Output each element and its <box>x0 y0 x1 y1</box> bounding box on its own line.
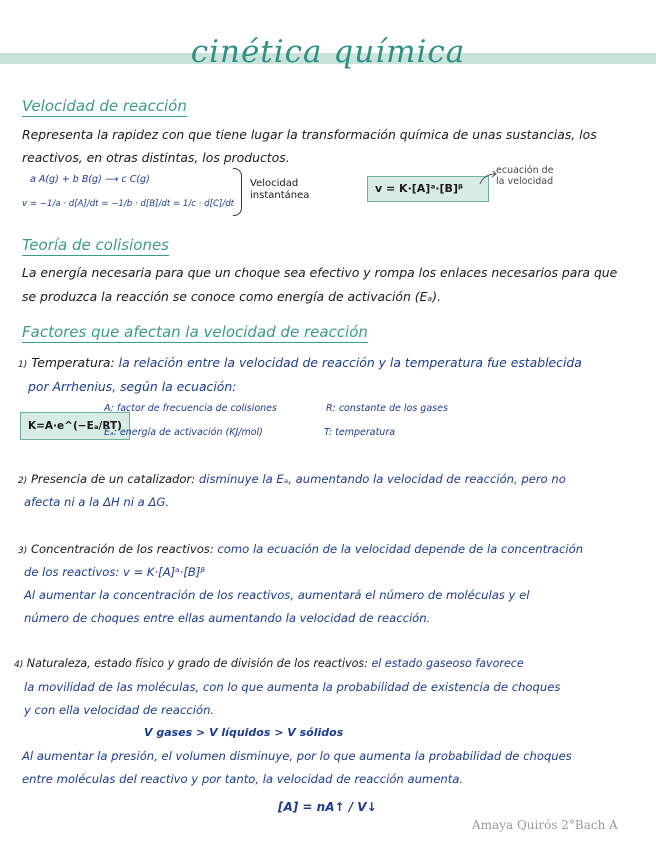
factor-naturaleza-line-3: y con ella velocidad de reacción. <box>24 703 215 717</box>
heading-underline <box>22 255 169 256</box>
factor-title: Concentración de los reactivos: <box>30 542 214 556</box>
brace-label <box>250 178 309 202</box>
colisiones-line-2: se produzca la reacción se conoce como energía de activación (Eₐ). <box>22 289 442 304</box>
factor-catalizador <box>18 468 566 493</box>
author-signature: Amaya Quirós 2°Bach A <box>472 818 618 832</box>
rate-law-note <box>496 165 554 187</box>
legend-A: A: factor de frecuencia de colisiones <box>104 403 277 414</box>
factor-naturaleza-line-4: Al aumentar la presión, el volumen disminuye, por lo que aumenta la probabilidad de choques <box>22 749 572 763</box>
heading-underline <box>22 116 187 117</box>
velocidad-line-2: reactivos, en otras distintas, los productos. <box>22 150 290 165</box>
heading-underline <box>22 342 368 343</box>
factor-catalizador-line-2: afecta ni a la ΔH ni a ΔG. <box>24 495 170 509</box>
factor-concentracion-line-4: número de choques entre ellas aumentando la velocidad de reacción. <box>24 611 431 625</box>
factor-naturaleza <box>14 652 524 677</box>
curly-brace <box>233 168 242 216</box>
factor-text: el estado gaseoso favorece <box>371 657 524 670</box>
factor-number: 2) <box>18 476 28 486</box>
factor-temperatura <box>18 351 582 377</box>
section-heading-colisiones-text: Teoría de colisiones <box>22 236 169 254</box>
factor-naturaleza-line-5: entre moléculas del reactivo y por tanto, la velocidad de reacción aumenta. <box>22 772 464 786</box>
factor-concentracion-line-2: de los reactivos: v = K·[A]ᵃ·[B]ᵝ <box>24 565 206 579</box>
section-heading-colisiones <box>22 236 169 256</box>
factor-text: disminuye la Eₐ, aumentando la velocidad de reacción, pero no <box>198 472 566 486</box>
factor-concentracion <box>18 538 583 563</box>
brace-label-line-2: instantánea <box>250 190 310 201</box>
legend-T: T: temperatura <box>324 427 396 438</box>
factor-text: como la ecuación de la velocidad depende de la concentración <box>217 542 584 556</box>
factor-naturaleza-line-2: la movilidad de las moléculas, con lo que aumenta la probabilidad de existencia de choques <box>24 680 561 694</box>
velocity-order: V gases > V líquidos > V sólidos <box>144 726 344 739</box>
factor-text: la relación entre la velocidad de reacción y la temperatura fue establecida <box>118 355 582 370</box>
factor-title: Presencia de un catalizador: <box>30 472 196 486</box>
arrhenius-box: K=A·e^(−Eₐ/RT) <box>20 412 130 440</box>
factor-number: 3) <box>18 546 28 556</box>
factor-title: Naturaleza, estado físico y grado de división de los reactivos: <box>26 657 368 670</box>
rate-law-note-line-2: la velocidad <box>496 176 554 187</box>
section-heading-factores <box>22 323 368 343</box>
rate-law-box: v = K·[A]ᵃ·[B]ᵝ <box>367 176 489 202</box>
legend-Ea: Eₐ: energía de activación (KJ/mol) <box>104 427 263 438</box>
concentration-formula: [A] = nA↑ / V↓ <box>278 800 377 814</box>
factor-concentracion-line-3: Al aumentar la concentración de los reactivos, aumentará el número de moléculas y el <box>24 588 530 602</box>
factor-temperatura-line-2: por Arrhenius, según la ecuación: <box>28 379 237 394</box>
arrow-icon <box>478 170 498 186</box>
brace-label-line-1: Velocidad <box>250 178 299 189</box>
factor-number: 4) <box>14 660 24 670</box>
page-title: cinética química <box>190 34 466 70</box>
section-heading-factores-text: Factores que afectan la velocidad de reacción <box>22 323 368 341</box>
factor-title: Temperatura: <box>31 355 115 370</box>
factor-number: 1) <box>18 360 28 370</box>
velocidad-line-1: Representa la rapidez con que tiene lugar la transformación química de unas sustancias, los <box>22 127 597 142</box>
rate-law-note-line-1: ecuación de <box>496 165 554 176</box>
section-heading-velocidad <box>22 97 187 117</box>
reaction-equation: a A(g) + b B(g) ⟶ c C(g) <box>30 174 150 185</box>
legend-R: R: constante de los gases <box>326 403 448 414</box>
colisiones-line-1: La energía necesaria para que un choque sea efectivo y rompa los enlaces necesarios para que <box>22 265 618 280</box>
rate-expression: v = −1/a · d[A]/dt = −1/b · d[B]/dt = 1/c · d[C]/dt <box>22 199 235 209</box>
section-heading-velocidad-text: Velocidad de reacción <box>22 97 187 115</box>
